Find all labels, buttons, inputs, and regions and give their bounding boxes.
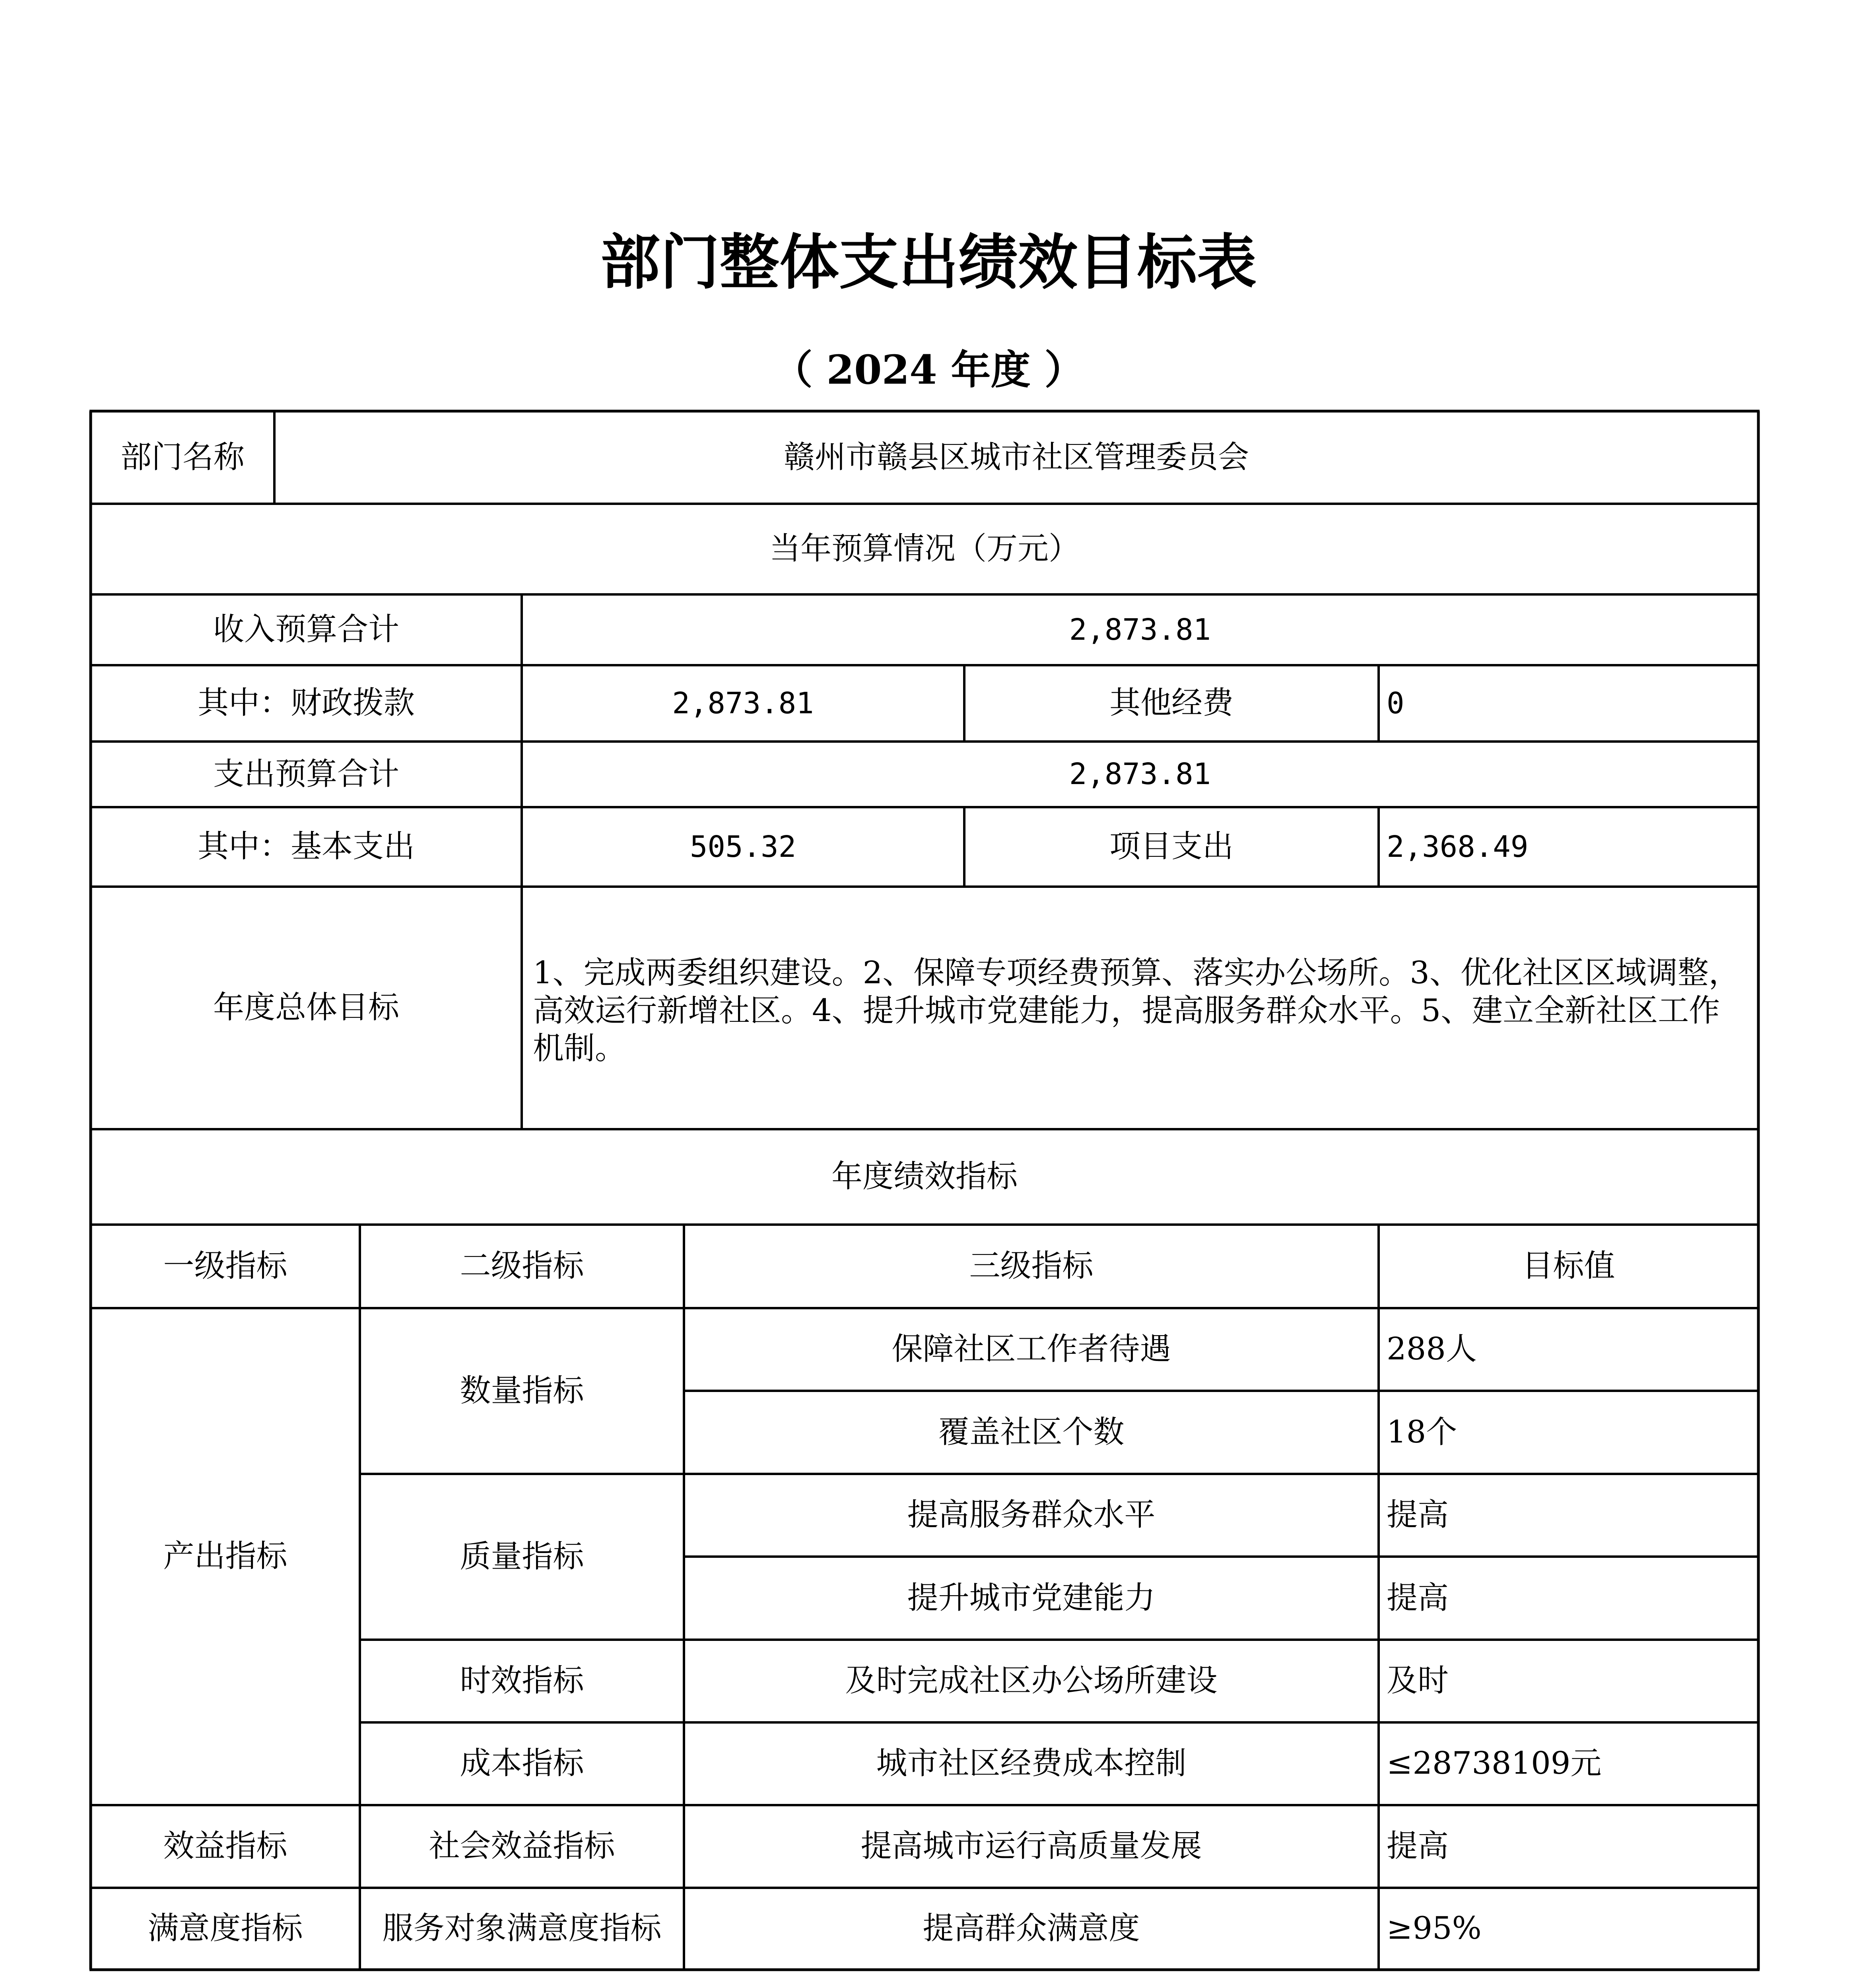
fiscal-allocation-value: 2,873.81 [672, 686, 814, 720]
table-row-level3: 提升城市党建能力 [907, 1580, 1156, 1616]
column-header-level2: 二级指标 [460, 1248, 584, 1284]
column-header-level1: 一级指标 [163, 1248, 287, 1284]
fiscal-allocation-label: 其中：财政拨款 [197, 685, 415, 721]
project-expense-label: 项目支出 [1109, 829, 1233, 865]
income-total-label: 收入预算合计 [213, 612, 399, 648]
annual-goal-label: 年度总体目标 [213, 990, 399, 1026]
table-row-level3: 提高城市运行高质量发展 [861, 1828, 1202, 1864]
table-row-target: 及时 [1387, 1663, 1449, 1699]
level1-satisfaction-indicators: 满意度指标 [148, 1910, 303, 1947]
other-funds-value: 0 [1387, 686, 1404, 720]
column-header-level3: 三级指标 [969, 1248, 1094, 1284]
table-row-target: 18个 [1387, 1414, 1457, 1450]
level2-quantity-indicators: 数量指标 [460, 1373, 584, 1409]
table-row-target: 提高 [1387, 1828, 1449, 1864]
table-row-target: 提高 [1387, 1497, 1449, 1533]
table-row-level3: 保障社区工作者待遇 [892, 1331, 1171, 1367]
level2-cost-indicators: 成本指标 [460, 1745, 584, 1782]
project-expense-value: 2,368.49 [1387, 829, 1529, 864]
level1-benefit-indicators: 效益指标 [163, 1828, 287, 1864]
table-row-target: ≤28738109元 [1387, 1745, 1602, 1782]
department-label: 部门名称 [120, 439, 245, 475]
level1-output-indicators: 产出指标 [163, 1538, 287, 1574]
table-row-target: 288人 [1387, 1331, 1477, 1367]
budget-section-title: 当年预算情况（万元） [769, 531, 1080, 567]
level2-timeliness-indicators: 时效指标 [460, 1663, 584, 1699]
table-row-level3: 及时完成社区办公场所建设 [845, 1663, 1218, 1699]
level2-quality-indicators: 质量指标 [460, 1538, 584, 1574]
annual-goal-text: 1、完成两委组织建设。2、保障专项经费预算、落实办公场所。3、优化社区区域调整，高效运行新增社区。4、提升城市党建能力，提高服务群众水平。5、建立全新社区工作机制。 [533, 955, 1740, 1067]
basic-expense-label: 其中：基本支出 [197, 829, 415, 865]
basic-expense-value: 505.32 [690, 829, 796, 864]
department-value: 赣州市赣县区城市社区管理委员会 [783, 439, 1249, 475]
level2-social-benefit-indicators: 社会效益指标 [429, 1828, 615, 1864]
table-row-level3: 城市社区经费成本控制 [876, 1745, 1187, 1782]
page-subtitle: （ 2024 年度 ） [773, 346, 1084, 393]
expense-total-value: 2,873.81 [1069, 757, 1211, 792]
table-row-target: ≥95% [1387, 1910, 1482, 1947]
table-row-level3: 提高服务群众水平 [907, 1497, 1156, 1533]
indicators-section-title: 年度绩效指标 [831, 1159, 1018, 1195]
table-row-level3: 提高群众满意度 [923, 1910, 1140, 1947]
table-row-target: 提高 [1387, 1580, 1449, 1616]
expense-total-label: 支出预算合计 [213, 756, 399, 792]
column-header-target: 目标值 [1522, 1248, 1615, 1284]
level2-service-satisfaction-indicators: 服务对象满意度指标 [382, 1910, 662, 1947]
page-title: 部门整体支出绩效目标表 [600, 227, 1257, 297]
income-total-value: 2,873.81 [1069, 612, 1211, 647]
table-row-level3: 覆盖社区个数 [938, 1414, 1125, 1450]
other-funds-label: 其他经费 [1109, 685, 1233, 721]
